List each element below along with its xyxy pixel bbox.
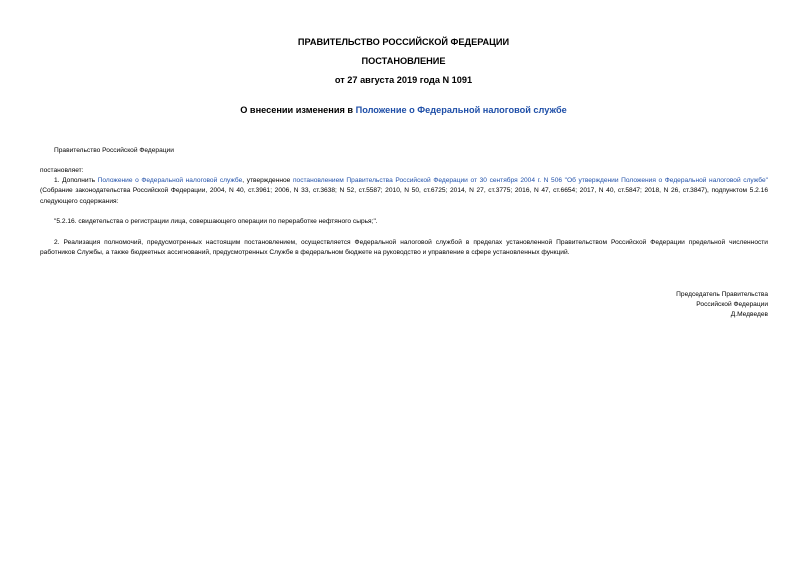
paragraph-1-mid: , утвержденное <box>242 177 293 184</box>
paragraph-1-num: 1. Дополнить <box>54 177 98 184</box>
resolves-line: постановляет: <box>40 167 84 174</box>
document-type-heading: ПОСТАНОВЛЕНИЕ <box>361 56 446 66</box>
paragraph-2: 2. Реализация полномочий, предусмотренных настоящим постановлением, осуществляется Федеральной налоговой службой в пределах установленной Правительством Российской Федерации предельной численности работников Службы, а также бюджетных ассигнований, предусмотренных Службе в федеральном бюджете на руководство и управление в сфере установленных функций. <box>40 239 768 257</box>
decree-link[interactable]: постановлением Правительства Российской Федерации от 30 сентября 2004 г. N 506 "Об утверждении Положения о Федеральной налоговой службе" <box>292 177 768 184</box>
quoted-subclause: "5.2.16. свидетельства о регистрации лица, совершающего операции по переработке нефтяного сырья;". <box>54 218 378 225</box>
regulation-link[interactable]: Положение о Федеральной налоговой службе <box>97 177 243 184</box>
signature-org: Российской Федерации <box>696 301 768 308</box>
date-number-heading: от 27 августа 2019 года N 1091 <box>334 75 473 85</box>
title-prefix: О внесении изменения в <box>240 105 356 115</box>
paragraph-1-rest: (Собрание законодательства Российской Федерации, 2004, N 40, ст.3961; 2006, N 33, ст.3638; N 52, ст.5587; 2010, N 50, ст.6725; 2014, N 27, ст.3775; 2016, N 47, ст.6654; 2017, N 40, ст.5847; 2018, N 26, ст.3847), подпунктом 5.2.16 следующего содержания: <box>40 187 768 205</box>
title-link[interactable]: Положение о Федеральной налоговой службе <box>355 105 567 115</box>
government-line: Правительство Российской Федерации <box>54 147 174 154</box>
signature-title: Председатель Правительства <box>676 291 768 298</box>
signature-name: Д.Медведев <box>730 311 768 318</box>
paragraph-1 <box>40 176 768 207</box>
government-heading: ПРАВИТЕЛЬСТВО РОССИЙСКОЙ ФЕДЕРАЦИИ <box>297 37 510 47</box>
document-title <box>0 104 807 116</box>
